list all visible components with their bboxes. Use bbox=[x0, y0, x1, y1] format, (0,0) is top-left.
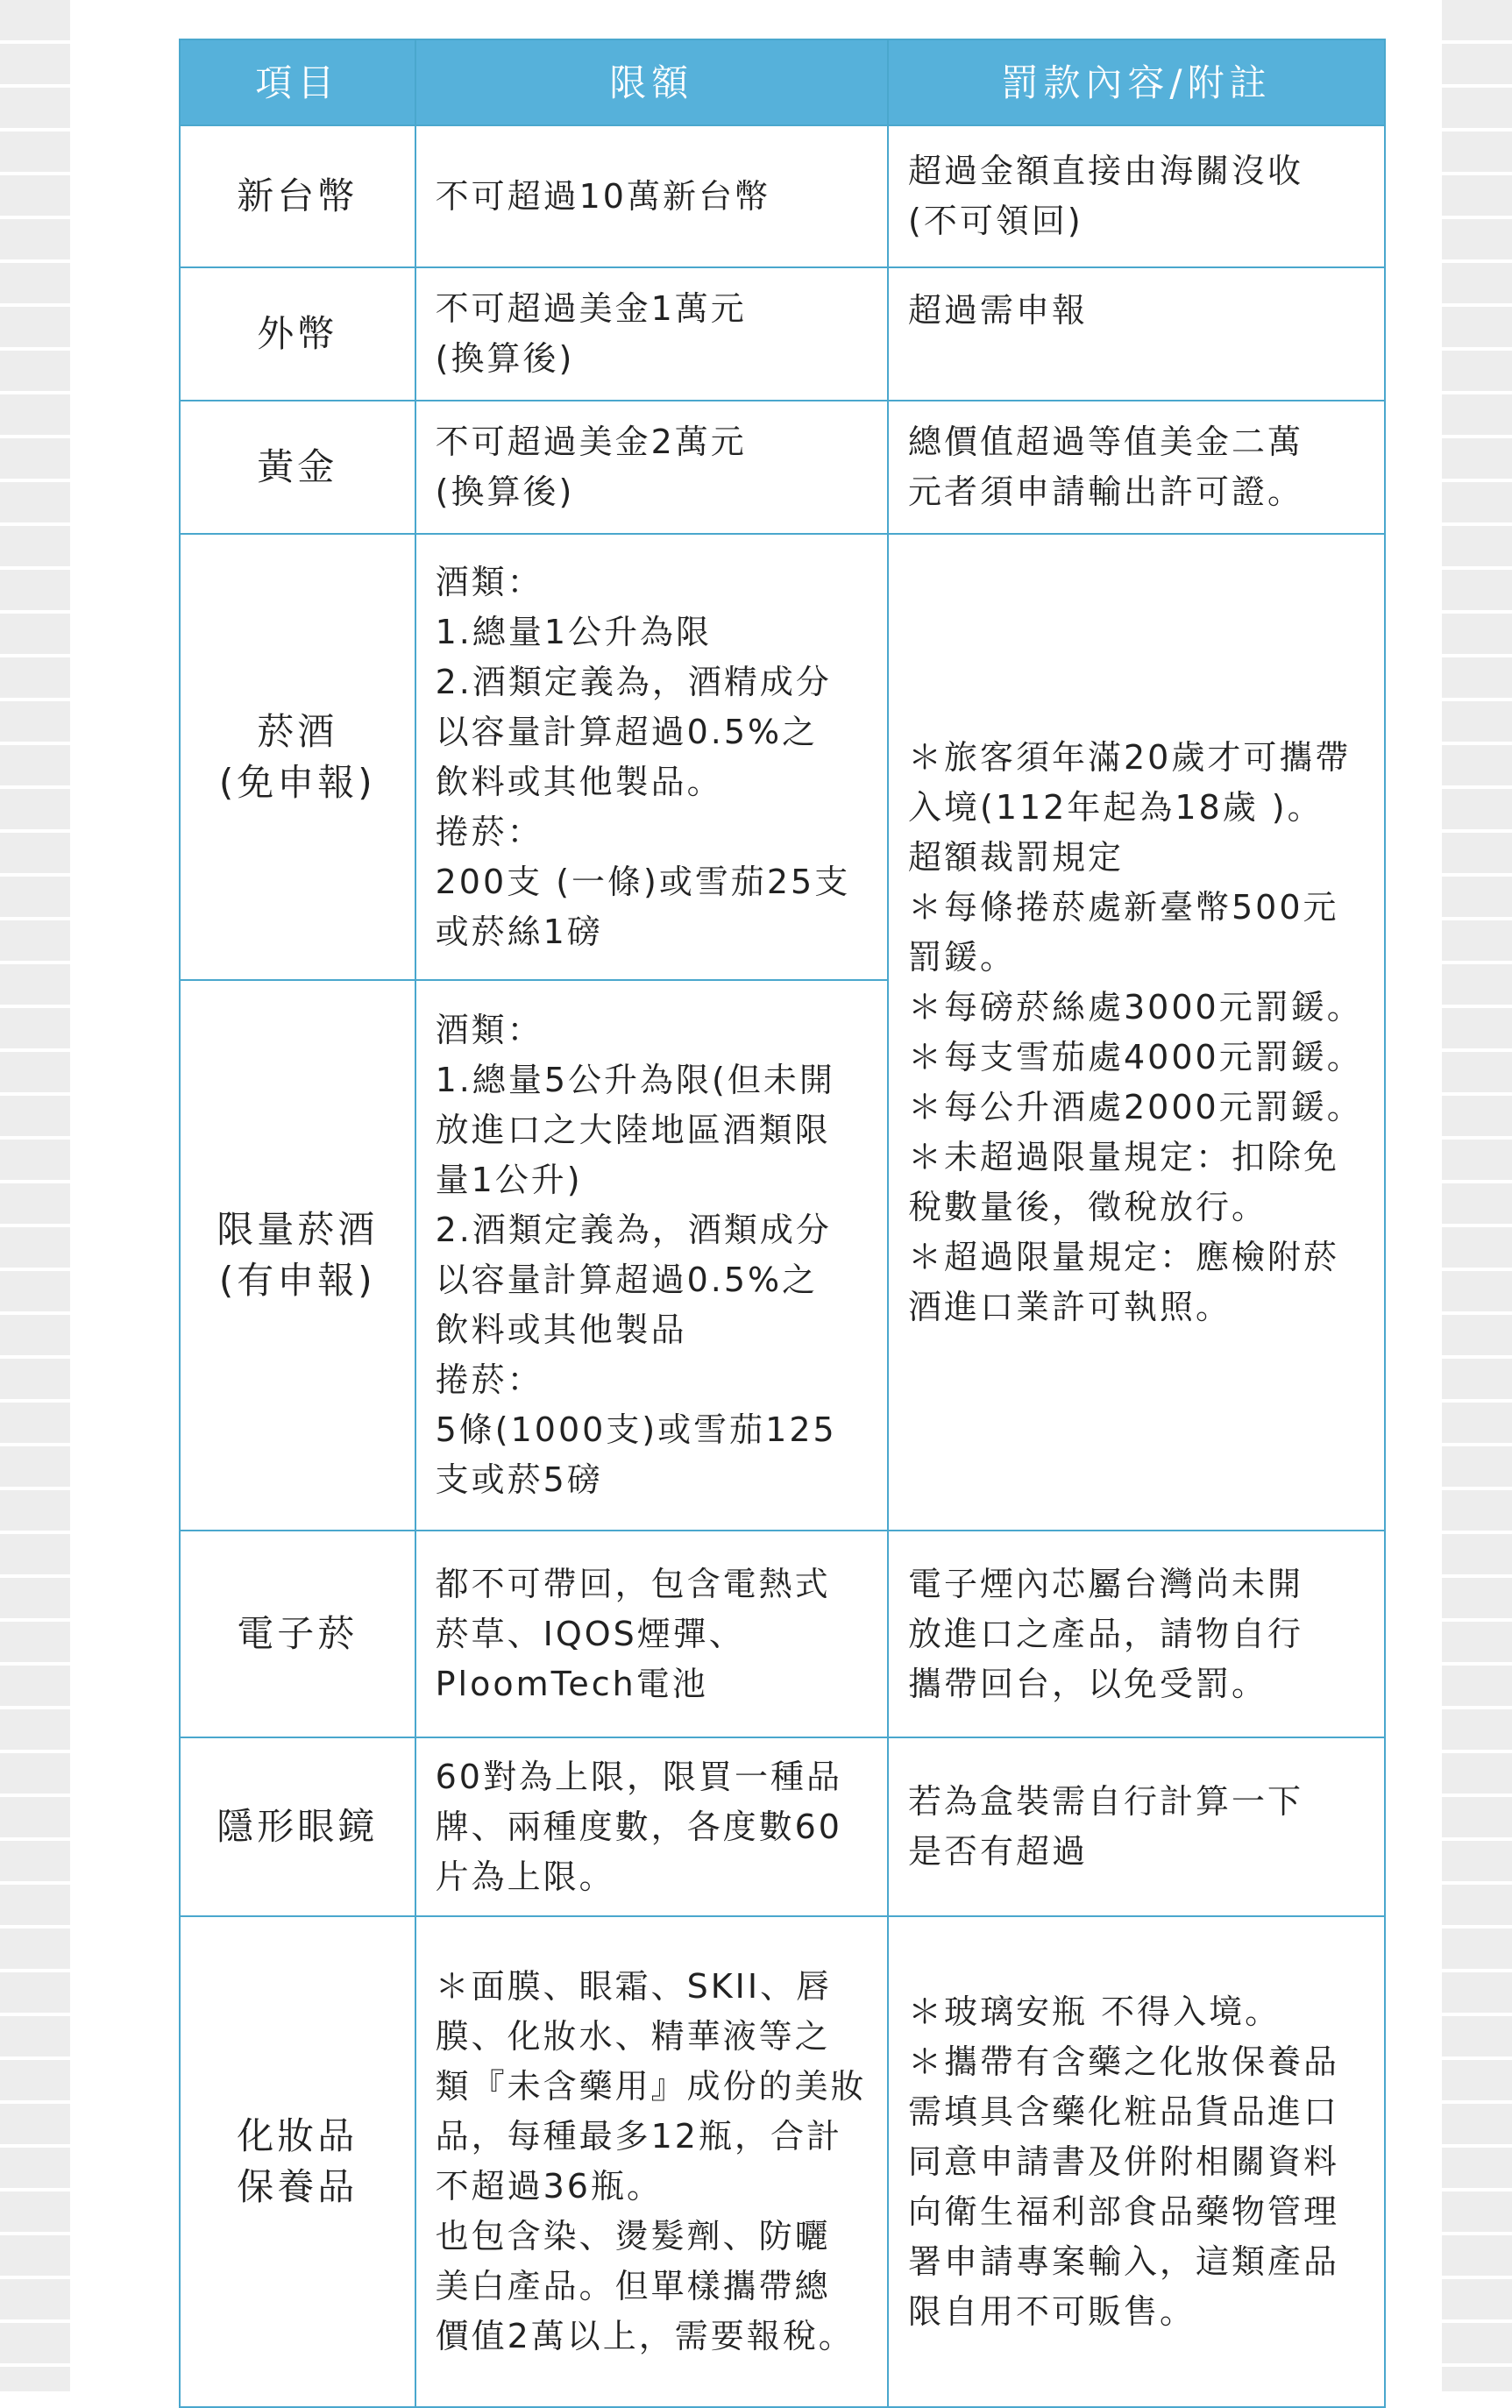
item-tobacco-free bbox=[180, 534, 415, 980]
limit-line: 以容量計算超過0.5%之 bbox=[435, 1261, 819, 1299]
note-line: ＊每磅菸絲處3000元罰鍰。 bbox=[908, 987, 1363, 1026]
note-line: 攜帶回台，以免受罰。 bbox=[908, 1664, 1268, 1703]
note-twd-line: (不可領回) bbox=[908, 202, 1083, 240]
limit-ecig bbox=[415, 1531, 888, 1737]
limit-twd: 不可超過10萬新台幣 bbox=[415, 125, 888, 267]
limit-line: 類『未含藥用』成份的美妝 bbox=[435, 2067, 867, 2106]
table-row-foreign bbox=[180, 267, 1385, 401]
limit-line: 捲菸： bbox=[435, 1360, 543, 1399]
background-stripes-left bbox=[0, 0, 70, 2391]
item-cosmetics-line: 化妝品 bbox=[237, 2114, 358, 2157]
header-limit: 限額 bbox=[415, 39, 888, 125]
note-line: 放進口之產品，請物自行 bbox=[908, 1614, 1304, 1653]
table-row-cosmetics bbox=[180, 1916, 1385, 2407]
limit-line: 量1公升) bbox=[435, 1161, 583, 1199]
item-twd: 新台幣 bbox=[180, 125, 415, 267]
limit-line: 飲料或其他製品 bbox=[435, 1311, 687, 1349]
note-line: ＊旅客須年滿20歲才可攜帶 bbox=[908, 737, 1352, 777]
limit-line: 牌、兩種度數，各度數60 bbox=[435, 1807, 842, 1846]
note-line: ＊每支雪茄處4000元罰鍰。 bbox=[908, 1037, 1363, 1076]
note-line: 入境(112年起為18歲 )。 bbox=[908, 787, 1324, 827]
limit-line: 不超過36瓶。 bbox=[435, 2167, 663, 2206]
note-ecig bbox=[888, 1531, 1385, 1737]
note-line: 罰鍰。 bbox=[908, 937, 1017, 977]
item-tobacco-declared bbox=[180, 980, 415, 1531]
limit-line: PloomTech電池 bbox=[435, 1664, 708, 1703]
limit-line: 5條(1000支)或雪茄125 bbox=[435, 1410, 837, 1449]
item-tobacco-free-line: (免申報) bbox=[218, 760, 376, 804]
limit-line: 酒類： bbox=[435, 562, 543, 601]
item-tobacco-declared-line: (有申報) bbox=[218, 1259, 376, 1302]
limit-line: ＊面膜、眼霜、SKII、唇 bbox=[435, 1967, 833, 2006]
limit-tobacco-declared bbox=[415, 980, 888, 1531]
note-line: 是否有超過 bbox=[908, 1832, 1089, 1871]
table-row-contacts bbox=[180, 1737, 1385, 1916]
item-ecig: 電子菸 bbox=[180, 1531, 415, 1737]
table-header-row bbox=[180, 39, 1385, 125]
note-gold-line: 總價值超過等值美金二萬 bbox=[908, 423, 1304, 461]
note-line: ＊超過限量規定：應檢附菸 bbox=[908, 1237, 1340, 1276]
note-line: 同意申請書及併附相關資料 bbox=[908, 2142, 1340, 2181]
limit-gold-line: 不可超過美金2萬元 bbox=[435, 423, 747, 461]
background-stripes-right bbox=[1442, 0, 1512, 2391]
table-row-gold bbox=[180, 401, 1385, 534]
table-row-tobacco-free bbox=[180, 534, 1385, 980]
note-line: 超額裁罰規定 bbox=[908, 837, 1125, 877]
note-tobacco bbox=[888, 534, 1385, 1531]
limit-line: 2.酒類定義為，酒精成分 bbox=[435, 662, 832, 701]
limit-line: 以容量計算超過0.5%之 bbox=[435, 712, 819, 751]
header-item: 項目 bbox=[180, 39, 415, 125]
note-gold bbox=[888, 401, 1385, 534]
note-line: ＊每條捲菸處新臺幣500元 bbox=[908, 887, 1339, 927]
limit-line: 美白產品。但單樣攜帶總 bbox=[435, 2267, 831, 2305]
note-twd bbox=[888, 125, 1385, 267]
note-line: 酒進口業許可執照。 bbox=[908, 1287, 1232, 1326]
limit-foreign-line: 不可超過美金1萬元 bbox=[435, 289, 747, 328]
item-foreign: 外幣 bbox=[180, 267, 415, 401]
note-line: ＊攜帶有含藥之化妝保養品 bbox=[908, 2042, 1340, 2081]
limit-foreign-line: (換算後) bbox=[435, 339, 575, 378]
note-foreign: 超過需申報 bbox=[888, 267, 1385, 401]
header-note: 罰款內容/附註 bbox=[888, 39, 1385, 125]
note-twd-line: 超過金額直接由海關沒收 bbox=[908, 152, 1304, 190]
limit-line: 200支 (一條)或雪茄25支 bbox=[435, 862, 851, 901]
note-line: 電子煙內芯屬台灣尚未開 bbox=[908, 1564, 1304, 1603]
item-cosmetics-line: 保養品 bbox=[237, 2165, 358, 2208]
note-line: 向衛生福利部食品藥物管理 bbox=[908, 2191, 1340, 2231]
item-cosmetics bbox=[180, 1916, 415, 2407]
limit-line: 支或菸5磅 bbox=[435, 1460, 603, 1499]
limit-contacts bbox=[415, 1737, 888, 1916]
note-line: 稅數量後，徵稅放行。 bbox=[908, 1187, 1268, 1226]
item-tobacco-free-line: 菸酒 bbox=[257, 709, 338, 753]
note-line: ＊玻璃安瓶 不得入境。 bbox=[908, 1992, 1281, 2031]
note-line: ＊未超過限量規定：扣除免 bbox=[908, 1137, 1340, 1176]
item-tobacco-declared-line: 限量菸酒 bbox=[217, 1208, 379, 1251]
limit-line: 放進口之大陸地區酒類限 bbox=[435, 1111, 831, 1149]
note-cosmetics bbox=[888, 1916, 1385, 2407]
note-contacts bbox=[888, 1737, 1385, 1916]
limit-gold bbox=[415, 401, 888, 534]
limit-line: 片為上限。 bbox=[435, 1857, 615, 1896]
item-contacts: 隱形眼鏡 bbox=[180, 1737, 415, 1916]
table-row-ecig bbox=[180, 1531, 1385, 1737]
limit-line: 飲料或其他製品。 bbox=[435, 762, 723, 801]
limit-line: 60對為上限，限買一種品 bbox=[435, 1757, 842, 1796]
limit-tobacco-free bbox=[415, 534, 888, 980]
limit-line: 酒類： bbox=[435, 1011, 543, 1049]
limit-line: 1.總量1公升為限 bbox=[435, 612, 713, 651]
limit-gold-line: (換算後) bbox=[435, 472, 575, 511]
limit-foreign bbox=[415, 267, 888, 401]
limit-line: 捲菸： bbox=[435, 812, 543, 851]
limit-line: 1.總量5公升為限(但未開 bbox=[435, 1061, 835, 1099]
limit-line: 菸草、IQOS煙彈、 bbox=[435, 1614, 745, 1653]
limit-line: 價值2萬以上，需要報稅。 bbox=[435, 2317, 855, 2355]
limit-line: 都不可帶回，包含電熱式 bbox=[435, 1564, 831, 1603]
note-line: 若為盒裝需自行計算一下 bbox=[908, 1782, 1304, 1821]
limit-line: 也包含染、燙髮劑、防曬 bbox=[435, 2217, 831, 2255]
limit-line: 品，每種最多12瓶，合計 bbox=[435, 2117, 842, 2156]
item-gold: 黃金 bbox=[180, 401, 415, 534]
limit-cosmetics bbox=[415, 1916, 888, 2407]
limit-line: 膜、化妝水、精華液等之 bbox=[435, 2017, 831, 2056]
limit-line: 或菸絲1磅 bbox=[435, 912, 603, 951]
note-line: ＊每公升酒處2000元罰鍰。 bbox=[908, 1087, 1363, 1126]
limit-line: 2.酒類定義為，酒類成分 bbox=[435, 1211, 832, 1249]
table-row-twd bbox=[180, 125, 1385, 267]
note-line: 需填具含藥化粧品貨品進口 bbox=[908, 2092, 1340, 2131]
customs-limit-table bbox=[179, 39, 1386, 2408]
note-gold-line: 元者須申請輸出許可證。 bbox=[908, 472, 1304, 511]
note-line: 署申請專案輸入，這類產品 bbox=[908, 2241, 1340, 2281]
note-line: 限自用不可販售。 bbox=[908, 2291, 1196, 2331]
content-card bbox=[70, 0, 1442, 2391]
